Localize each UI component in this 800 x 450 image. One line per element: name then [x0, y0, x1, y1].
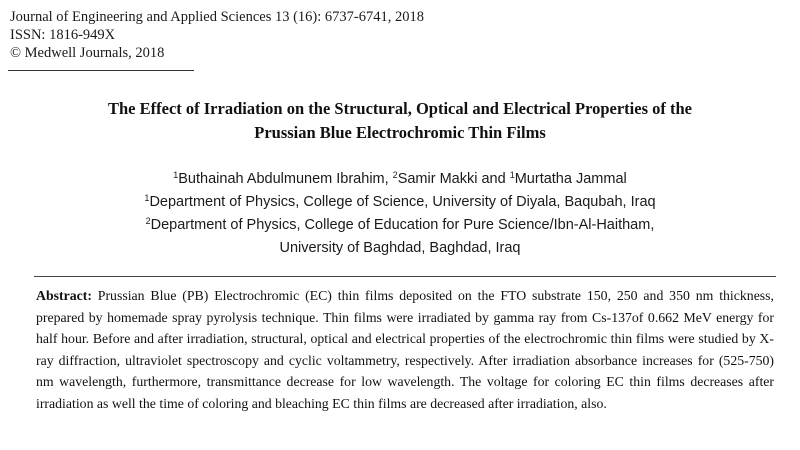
author-3-name: Murtatha Jammal	[514, 171, 627, 187]
author-1-affiliation-mark: 1	[173, 170, 179, 180]
author-list	[100, 168, 700, 191]
journal-citation: Journal of Engineering and Applied Sciences 13 (16): 6737-6741, 2018	[10, 9, 424, 25]
abstract-divider	[34, 276, 776, 277]
affiliation-1	[100, 191, 700, 214]
abstract-label: Abstract:	[36, 288, 92, 303]
affiliation-2-mark: 2	[145, 216, 151, 226]
header-divider	[8, 70, 194, 71]
paper-title-line-1: The Effect of Irradiation on the Structural, Optical and Electrical Properties of the	[108, 99, 692, 118]
affiliation-1-mark: 1	[144, 193, 150, 203]
affiliation-1-text: Department of Physics, College of Science, University of Diyala, Baqubah, Iraq	[149, 194, 656, 210]
author-2-affiliation-mark: 2	[392, 170, 398, 180]
journal-copyright: © Medwell Journals, 2018	[10, 45, 165, 61]
affiliation-2-line-2: University of Baghdad, Baghdad, Iraq	[279, 240, 521, 256]
paper-title	[20, 97, 780, 145]
affiliation-2	[100, 214, 700, 237]
author-2-name: Samir Makki and	[397, 171, 510, 187]
journal-header	[10, 8, 424, 62]
author-3-affiliation-mark: 1	[509, 170, 515, 180]
author-block	[100, 168, 700, 260]
journal-issn: ISSN: 1816-949X	[10, 27, 116, 43]
affiliation-2-line-1: Department of Physics, College of Education for Pure Science/Ibn-Al-Haitham,	[150, 217, 655, 233]
abstract	[36, 285, 774, 415]
abstract-text: Prussian Blue (PB) Electrochromic (EC) thin films deposited on the FTO substrate 150, 250 and 350 nm thickness, prepared by homemade spray pyrolysis technique. Thin films were irradiated by gamma ray from Cs-137of 0.662 MeV energy for half hour. Before and after irradiation, structural, optical and electrical properties of the electrochromic thin films were studied by X-ray diffraction, ultraviolet spectroscopy and cyclic voltammetry, respectively. After irradiation absorbance increases for (525-750) nm wavelength, furthermore, transmittance decrease for low wavelength. The voltage for coloring EC thin films decreases after irradiation as well the time of coloring and bleaching EC thin films are decreased after irradiation, also.	[36, 288, 774, 411]
author-1-name: Buthainah Abdulmunem Ibrahim,	[178, 171, 393, 187]
paper-title-line-2: Prussian Blue Electrochromic Thin Films	[254, 123, 546, 142]
